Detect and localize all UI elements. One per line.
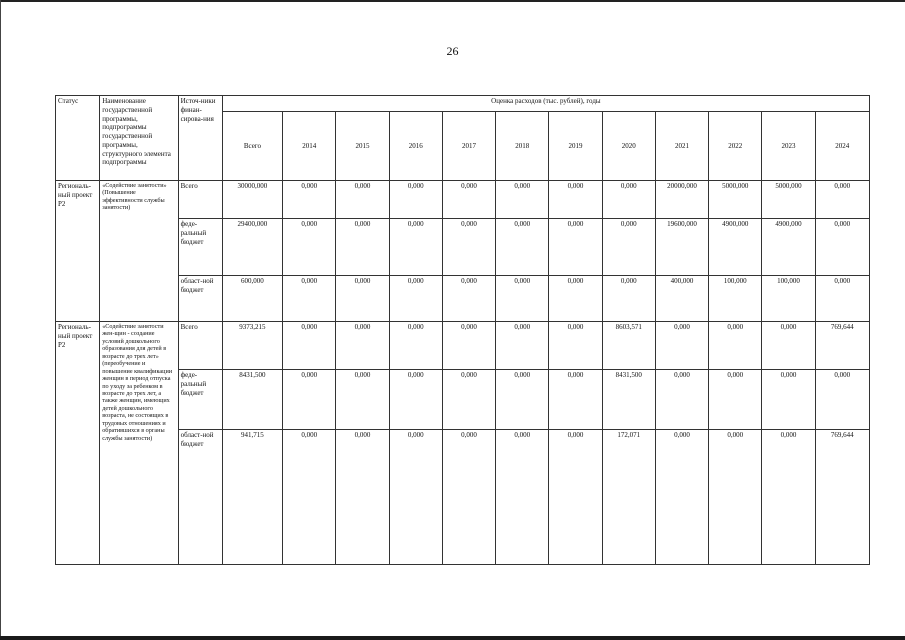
amount-cell: 0,000	[442, 430, 495, 565]
amount-cell: 400,000	[655, 276, 708, 322]
amount-cell: 0,000	[496, 276, 549, 322]
amount-cell: 4900,000	[762, 219, 815, 276]
amount-cell: 600,000	[222, 276, 282, 322]
funding-source: област-ной бюджет	[178, 276, 222, 322]
expenses-table	[55, 95, 870, 565]
amount-cell: 5000,000	[709, 181, 762, 219]
amount-cell: 0,000	[602, 181, 655, 219]
amount-cell: 0,000	[602, 219, 655, 276]
table-row	[56, 276, 870, 322]
amount-cell: 8431,500	[222, 370, 282, 430]
amount-cell: 0,000	[815, 181, 869, 219]
header-year: 2014	[283, 112, 336, 181]
amount-cell: 30000,000	[222, 181, 282, 219]
amount-cell: 0,000	[336, 430, 389, 565]
amount-cell: 0,000	[389, 370, 442, 430]
header-year: 2018	[496, 112, 549, 181]
amount-cell: 0,000	[762, 430, 815, 565]
amount-cell: 0,000	[602, 276, 655, 322]
header-year: 2019	[549, 112, 602, 181]
funding-source: феде-ральный бюджет	[178, 219, 222, 276]
project-status: Региональ-ный проект P2	[56, 181, 100, 322]
amount-cell: 0,000	[496, 322, 549, 370]
amount-cell: 0,000	[336, 276, 389, 322]
amount-cell: 0,000	[655, 322, 708, 370]
amount-cell: 0,000	[283, 430, 336, 565]
funding-source: феде-ральный бюджет	[178, 370, 222, 430]
amount-cell: 8431,500	[602, 370, 655, 430]
amount-cell: 0,000	[336, 219, 389, 276]
amount-cell: 5000,000	[762, 181, 815, 219]
amount-cell: 0,000	[815, 370, 869, 430]
header-name: Наименование государственной программы, подпрограммы государственной программы, структурного элемента подпрограммы	[100, 96, 178, 181]
table-row	[56, 219, 870, 276]
amount-cell: 0,000	[336, 181, 389, 219]
project-status: Региональ-ный проект P2	[56, 322, 100, 565]
amount-cell: 0,000	[762, 370, 815, 430]
funding-source: Всего	[178, 322, 222, 370]
header-year: Всего	[222, 112, 282, 181]
amount-cell: 0,000	[389, 181, 442, 219]
amount-cell: 769,644	[815, 430, 869, 565]
scan-top-edge	[0, 0, 905, 2]
header-year: 2016	[389, 112, 442, 181]
amount-cell: 0,000	[709, 430, 762, 565]
header-status: Статус	[56, 96, 100, 181]
amount-cell: 0,000	[496, 219, 549, 276]
table-row	[56, 181, 870, 219]
amount-cell: 0,000	[655, 370, 708, 430]
amount-cell: 0,000	[549, 181, 602, 219]
amount-cell: 769,644	[815, 322, 869, 370]
amount-cell: 9373,215	[222, 322, 282, 370]
amount-cell: 0,000	[442, 276, 495, 322]
header-year: 2022	[709, 112, 762, 181]
amount-cell: 0,000	[496, 370, 549, 430]
amount-cell: 0,000	[283, 322, 336, 370]
project-name: «Содействие занятости» (Повышение эффективности службы занятости)	[100, 181, 178, 322]
amount-cell: 0,000	[283, 181, 336, 219]
project-name: «Содействие занятости жен-щин - создание условий дошкольного образования для детей в возрасте до трех лет» (переобучение и повышение квалификации женщин в период отпуска по уходу за ребенком в возрасте до трех лет, а также женщин, имеющих детей дошкольного возраста, не состоящих в трудовых отношениях и обратившихся в органы службы занятости)	[100, 322, 178, 565]
header-year: 2024	[815, 112, 869, 181]
header-year: 2020	[602, 112, 655, 181]
table-row	[56, 430, 870, 565]
amount-cell: 19600,000	[655, 219, 708, 276]
header-estimate: Оценка расходов (тыс. рублей), годы	[222, 96, 869, 112]
amount-cell: 0,000	[496, 430, 549, 565]
header-source: Источ-ники финан-сирова-ния	[178, 96, 222, 181]
amount-cell: 0,000	[815, 219, 869, 276]
amount-cell: 0,000	[655, 430, 708, 565]
amount-cell: 0,000	[442, 370, 495, 430]
amount-cell: 0,000	[709, 322, 762, 370]
header-year: 2021	[655, 112, 708, 181]
amount-cell: 0,000	[336, 322, 389, 370]
amount-cell: 0,000	[283, 276, 336, 322]
amount-cell: 0,000	[389, 430, 442, 565]
amount-cell: 0,000	[283, 370, 336, 430]
amount-cell: 20000,000	[655, 181, 708, 219]
amount-cell: 0,000	[549, 370, 602, 430]
amount-cell: 0,000	[549, 430, 602, 565]
funding-source: област-ной бюджет	[178, 430, 222, 565]
header-year: 2023	[762, 112, 815, 181]
amount-cell: 100,000	[709, 276, 762, 322]
amount-cell: 0,000	[549, 219, 602, 276]
amount-cell: 0,000	[389, 276, 442, 322]
amount-cell: 0,000	[283, 219, 336, 276]
scan-left-edge	[0, 0, 1, 640]
amount-cell: 29400,000	[222, 219, 282, 276]
amount-cell: 0,000	[762, 322, 815, 370]
amount-cell: 4900,000	[709, 219, 762, 276]
amount-cell: 941,715	[222, 430, 282, 565]
amount-cell: 0,000	[442, 181, 495, 219]
amount-cell: 0,000	[336, 370, 389, 430]
amount-cell: 0,000	[442, 322, 495, 370]
header-year: 2015	[336, 112, 389, 181]
amount-cell: 0,000	[709, 370, 762, 430]
table-row	[56, 322, 870, 370]
amount-cell: 0,000	[815, 276, 869, 322]
amount-cell: 0,000	[549, 276, 602, 322]
amount-cell: 172,071	[602, 430, 655, 565]
amount-cell: 0,000	[389, 322, 442, 370]
amount-cell: 0,000	[496, 181, 549, 219]
page-number: 26	[446, 44, 459, 58]
amount-cell: 0,000	[442, 219, 495, 276]
scan-bottom-edge	[0, 636, 905, 640]
amount-cell: 0,000	[549, 322, 602, 370]
amount-cell: 100,000	[762, 276, 815, 322]
amount-cell: 0,000	[389, 219, 442, 276]
funding-source: Всего	[178, 181, 222, 219]
amount-cell: 8603,571	[602, 322, 655, 370]
header-year: 2017	[442, 112, 495, 181]
table-row	[56, 370, 870, 430]
